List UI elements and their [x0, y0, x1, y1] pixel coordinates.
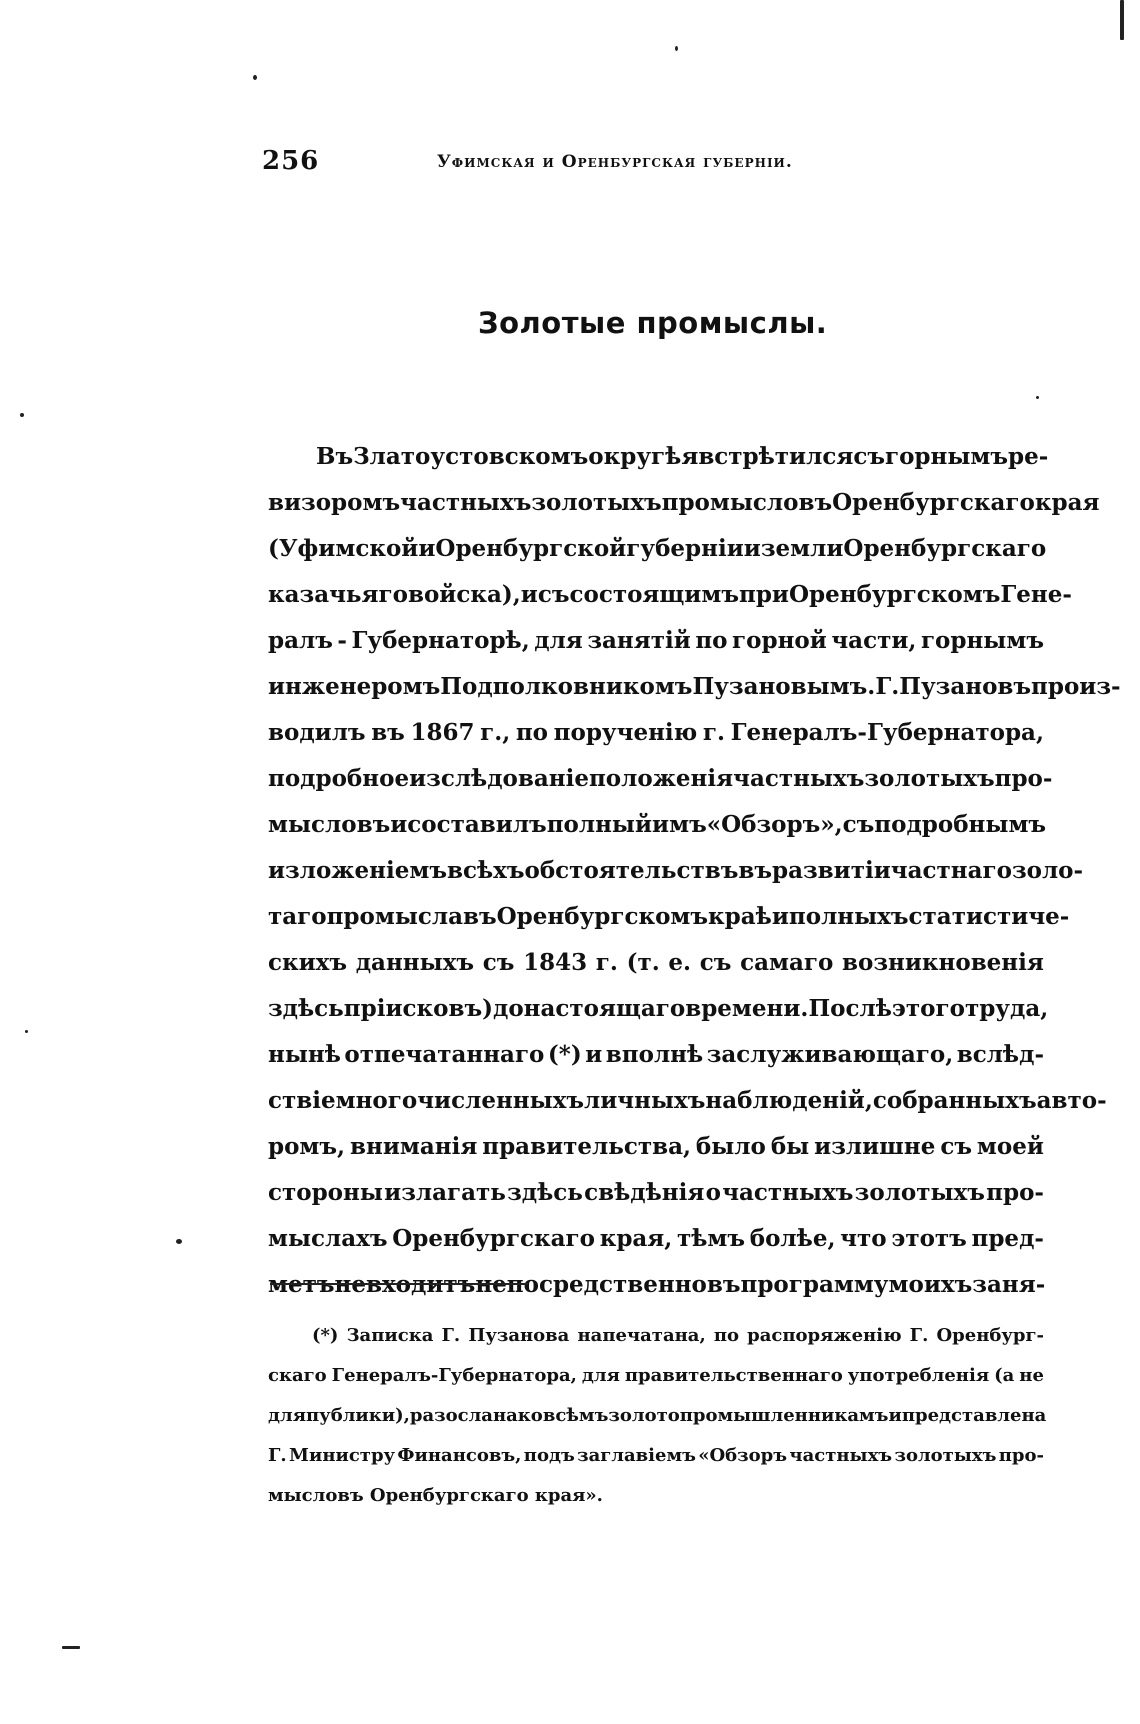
word: правительства, [482, 1133, 691, 1160]
word: нынѣ [268, 1041, 341, 1068]
word: Г. [268, 1445, 287, 1466]
word: занятій [587, 627, 691, 654]
word: Пузанова [468, 1325, 570, 1346]
word: съ [842, 811, 875, 838]
word: съ [537, 581, 570, 608]
word: состоящимъ [569, 581, 739, 608]
word: Г. [875, 673, 900, 700]
word: времени. [685, 995, 809, 1022]
word: ромъ, [268, 1133, 346, 1160]
word: въ [371, 719, 405, 746]
word: составилъ [407, 811, 547, 838]
word: этого [891, 995, 965, 1022]
word: здѣсь [507, 1179, 583, 1206]
word: моей [976, 1133, 1044, 1160]
word: Финансовъ, [397, 1445, 522, 1466]
word: всѣмъ [542, 1405, 609, 1426]
word: (Уфимской [268, 535, 419, 562]
word: самаго [740, 949, 834, 976]
word: полныхъ [788, 903, 909, 930]
word: настоящаго [523, 995, 686, 1022]
word: г., [480, 719, 511, 746]
word: по [515, 719, 549, 746]
word: излишне [814, 1133, 936, 1160]
word: было [695, 1133, 766, 1160]
word: Оренбургскаго [843, 535, 1047, 562]
word: подъ [523, 1445, 575, 1466]
word: наблюденій, [705, 1087, 873, 1114]
word: - [337, 627, 347, 654]
word: Пузановъ [899, 673, 1032, 700]
word: Златоустовскомъ [353, 443, 589, 470]
word: пред- [971, 1225, 1044, 1252]
word: краѣ [708, 903, 772, 930]
word: золотыхъ [854, 1179, 985, 1206]
word: излагать [384, 1179, 506, 1206]
word: труда, [964, 995, 1049, 1022]
word: и [418, 535, 436, 562]
word: мысловъ [268, 811, 391, 838]
word: губерніи [626, 535, 744, 562]
footnote [268, 1316, 1047, 1516]
word: статистиче- [908, 903, 1070, 930]
word: частныхъ [789, 1445, 893, 1466]
word: для [534, 627, 583, 654]
word: «Обзоръ», [706, 811, 843, 838]
word: частнаго [890, 857, 1012, 884]
body-line [268, 572, 1072, 618]
word: входитъ [365, 1271, 476, 1298]
word: съ [482, 949, 515, 976]
body-text [268, 434, 1121, 1308]
word: въ [706, 1271, 741, 1298]
word: частныхъ [400, 489, 532, 516]
word: Оренбург- [936, 1325, 1044, 1346]
word: Генералъ-Губернатора, [730, 719, 1044, 746]
word: не [334, 1271, 366, 1298]
word: и [771, 903, 789, 930]
scan-speck [25, 1030, 28, 1033]
body-line [268, 1078, 1107, 1124]
word: употребленія [847, 1365, 990, 1386]
word: таго [268, 903, 327, 930]
word: округѣ [588, 443, 682, 470]
word: напечатана, [577, 1325, 706, 1346]
word: частныхъ [722, 1179, 854, 1206]
word: развитіи [772, 857, 891, 884]
word: не [1019, 1365, 1044, 1386]
body-line [268, 1262, 1044, 1308]
word: частныхъ [733, 765, 865, 792]
word: е. [668, 949, 692, 976]
word: пріисковъ) [343, 995, 493, 1022]
word: мыслахъ [268, 1225, 388, 1252]
footnote-line [268, 1316, 1044, 1356]
word: водилъ [268, 719, 366, 746]
word: г. [595, 949, 618, 976]
word: Подполковникомъ [440, 673, 693, 700]
body-line [268, 480, 1100, 526]
word: (*) [547, 1041, 582, 1068]
word: Записка [346, 1325, 434, 1346]
word: въ [463, 903, 497, 930]
word: про- [986, 1179, 1044, 1206]
word: Генералъ-Губернатора, [331, 1365, 577, 1386]
word: заня- [972, 1271, 1046, 1298]
word: о [705, 1179, 721, 1206]
word: въ [738, 857, 772, 884]
footnote-rule [270, 1283, 528, 1285]
footnote-line [268, 1396, 1047, 1436]
word: съ [853, 443, 885, 470]
word: я [681, 443, 699, 470]
running-head [262, 146, 862, 182]
scan-speck [176, 1239, 182, 1244]
word: Пузановымъ. [692, 673, 876, 700]
word: ре- [1008, 443, 1049, 470]
word: подробнымъ [874, 811, 1047, 838]
body-line [268, 940, 1044, 986]
word: положенія [588, 765, 734, 792]
word: горной [732, 627, 827, 654]
word: Оренбургскомъ [496, 903, 709, 930]
word: собранныхъ [872, 1087, 1037, 1114]
word: вниманія [350, 1133, 478, 1160]
word: золотопромышленникамъ [608, 1405, 889, 1426]
word: про- [998, 1445, 1044, 1466]
word: разослана [409, 1405, 518, 1426]
word: всѣхъ [446, 857, 525, 884]
word: для [581, 1365, 620, 1386]
word: авто- [1036, 1087, 1107, 1114]
body-line [268, 526, 1047, 572]
word: и [888, 1405, 902, 1426]
word: подробное [268, 765, 410, 792]
body-line [268, 710, 1044, 756]
word: ко [517, 1405, 543, 1426]
word: «Обзоръ [698, 1445, 788, 1466]
word: болѣе, [749, 1225, 836, 1252]
word: здѣсь [268, 995, 344, 1022]
body-line [268, 1216, 1044, 1262]
word: возникновенія [842, 949, 1044, 976]
body-line [268, 664, 1121, 710]
word: инженеромъ [268, 673, 441, 700]
word: золотыхъ [894, 1445, 997, 1466]
word: золо- [1011, 857, 1084, 884]
word: Оренбургскомъ [788, 581, 1001, 608]
scan-speck [20, 413, 24, 417]
scan-speck [253, 75, 257, 80]
word: до [492, 995, 524, 1022]
word: Г. [909, 1325, 929, 1346]
word: непосредственно [475, 1271, 707, 1298]
word: золотыхъ [531, 489, 662, 516]
word: г. [702, 719, 725, 746]
word: 1843 [523, 949, 588, 976]
word: по [695, 627, 728, 654]
word: промысла [326, 903, 464, 930]
word: золотыхъ [864, 765, 995, 792]
word: для [268, 1405, 306, 1426]
word: скаго [268, 1365, 327, 1386]
word: 1867 [410, 719, 475, 746]
page-number: 256 [262, 146, 320, 176]
word: по [713, 1325, 740, 1346]
word: ралъ [268, 627, 333, 654]
word: метъ [268, 1271, 335, 1298]
word: заслуживающаго, [706, 1041, 954, 1068]
body-line [268, 848, 1084, 894]
word: встрѣтился [698, 443, 854, 470]
word: ствіе [268, 1087, 336, 1114]
body-line [268, 1032, 1044, 1078]
word: Губернаторѣ, [351, 627, 530, 654]
scan-speck [62, 1646, 80, 1649]
word: полный [546, 811, 653, 838]
body-line [268, 894, 1070, 940]
word: Послѣ [808, 995, 892, 1022]
body-line [268, 1170, 1044, 1216]
word: части, [831, 627, 917, 654]
word: свѣдѣнія [584, 1179, 705, 1206]
word: Министру [289, 1445, 396, 1466]
word: правительственнаго [624, 1365, 843, 1386]
word: стороны [268, 1179, 383, 1206]
word: представлена [901, 1405, 1047, 1426]
word: промысловъ [661, 489, 833, 516]
word: войска), [407, 581, 521, 608]
word: распоряженію [747, 1325, 902, 1346]
word: края, [599, 1225, 673, 1252]
word: бы [770, 1133, 810, 1160]
word: имъ [652, 811, 707, 838]
word: края [1034, 489, 1100, 516]
word: изслѣдованіе [409, 765, 589, 792]
word: произ- [1031, 673, 1121, 700]
word: скихъ [268, 949, 348, 976]
body-line [268, 618, 1044, 664]
word: отпечатаннаго [344, 1041, 545, 1068]
word: земли [760, 535, 844, 562]
word: (а [994, 1365, 1015, 1386]
word: что [840, 1225, 887, 1252]
word: вполнѣ [605, 1041, 704, 1068]
word: (*) [312, 1325, 339, 1346]
body-line [268, 1124, 1044, 1170]
word: вслѣд- [956, 1041, 1044, 1068]
word: тѣмъ [677, 1225, 746, 1252]
word: съ [940, 1133, 972, 1160]
running-title: Уфимская и Оренбургская губерніи. [437, 152, 793, 172]
scan-speck [1120, 0, 1124, 40]
body-line [268, 802, 1047, 848]
word: Въ [316, 443, 354, 470]
word: горнымъ [884, 443, 1009, 470]
section-title: Золотые промыслы. [478, 306, 828, 340]
word: моихъ [888, 1271, 973, 1298]
scan-speck [675, 46, 678, 51]
body-line [268, 756, 1053, 802]
word: изложеніемъ [268, 857, 447, 884]
word: казачьяго [268, 581, 408, 608]
word: данныхъ [355, 949, 475, 976]
footnote-line [268, 1356, 1044, 1396]
word: программу [740, 1271, 889, 1298]
word: Г. [441, 1325, 461, 1346]
footnote-line: мысловъ Оренбургскаго края». [268, 1485, 603, 1506]
word: и [390, 811, 408, 838]
word: личныхъ [584, 1087, 706, 1114]
word: съ [699, 949, 732, 976]
word: заглавіемъ [577, 1445, 696, 1466]
word: порученію [553, 719, 698, 746]
word: Оренбургскаго [832, 489, 1035, 516]
word: и [520, 581, 538, 608]
scan-speck [1036, 396, 1039, 399]
word: обстоятельствъ [524, 857, 739, 884]
body-line [268, 434, 1049, 480]
word: и [743, 535, 761, 562]
word: многочисленныхъ [335, 1087, 585, 1114]
word: Оренбургскаго [392, 1225, 595, 1252]
word: горнымъ [920, 627, 1044, 654]
word: про- [994, 765, 1053, 792]
word: этотъ [891, 1225, 967, 1252]
word: при [739, 581, 789, 608]
word: и [585, 1041, 603, 1068]
word: визоромъ [268, 489, 401, 516]
footnote-line [268, 1436, 1044, 1476]
word: Гене- [1000, 581, 1072, 608]
word: (т. [626, 949, 660, 976]
word: Оренбургской [435, 535, 627, 562]
word: публики), [306, 1405, 410, 1426]
body-line [268, 986, 1049, 1032]
